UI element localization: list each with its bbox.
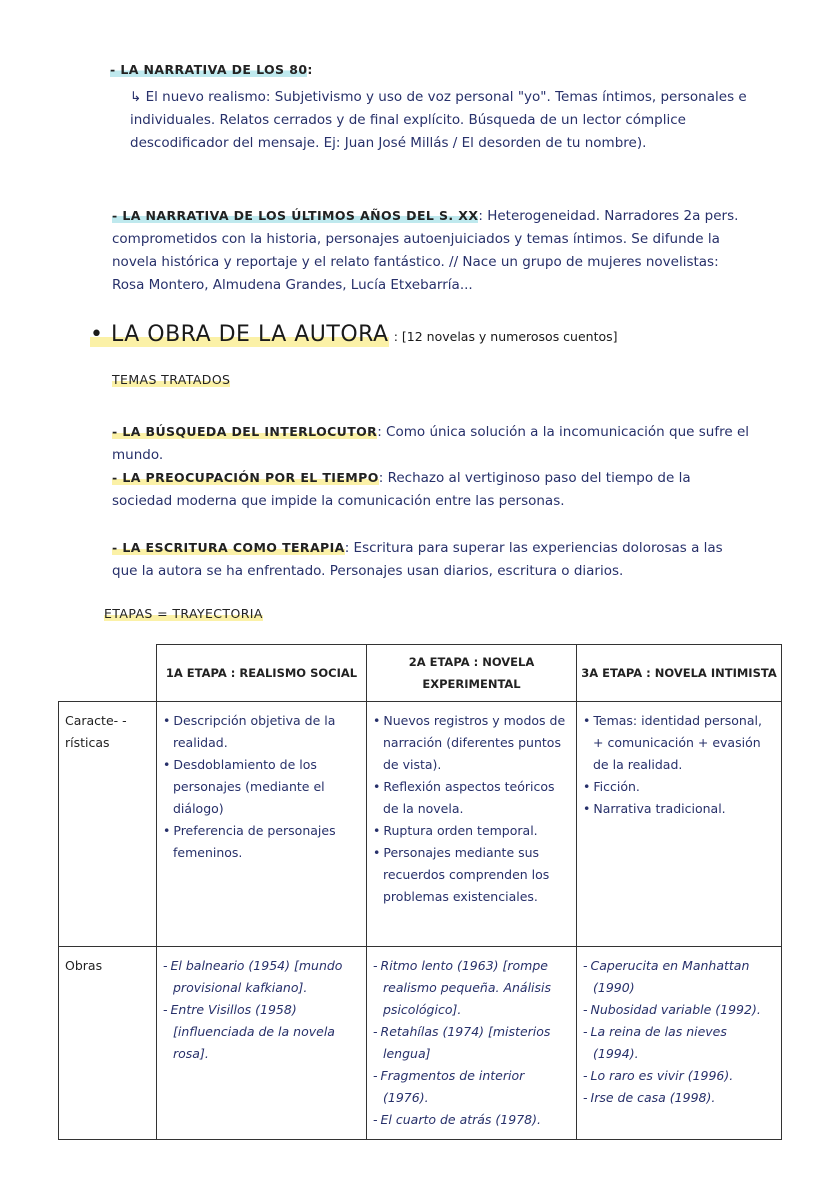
list-item: • Nuevos registros y modos de narración (diferentes puntos de vista). bbox=[373, 710, 570, 776]
list-item: • Desdoblamiento de los personajes (mediante el diálogo) bbox=[163, 754, 360, 820]
cell-caract-etapa-1 bbox=[157, 702, 367, 947]
cell-caract-etapa-2 bbox=[367, 702, 577, 947]
tema-item-interlocutor: - LA BÚSQUEDA DEL INTERLOCUTOR: Como única solución a la incomunicación que sufre el mundo. bbox=[112, 424, 750, 463]
etapas-label: ETAPAS = TRAYECTORIA bbox=[104, 606, 263, 621]
list-item: - Ritmo lento (1963) [rompe realismo pequeña. Análisis psicológico]. bbox=[373, 955, 570, 1021]
cell-caract-etapa-3 bbox=[577, 702, 782, 947]
etapas-table bbox=[58, 644, 782, 1140]
list-item: • Ruptura orden temporal. bbox=[373, 820, 570, 842]
list-item: • Ficción. bbox=[583, 776, 775, 798]
ultimos-anos-text: : Heterogeneidad. Narradores 2a pers. comprometidos con la historia, personajes autoenjuiciados y temas íntimos. Se difunde la novela histórica y reportaje y el relato fantástico. // Nace un grupo de mujeres novelistas: Rosa Montero, Almudena Grandes, Lucía Etxebarría... bbox=[112, 208, 739, 293]
cell-obras-etapa-1 bbox=[157, 947, 367, 1140]
list-item: • Reflexión aspectos teóricos de la novela. bbox=[373, 776, 570, 820]
section-80s-text bbox=[130, 86, 750, 155]
list-item: - La reina de las nieves (1994). bbox=[583, 1021, 775, 1065]
table-header-row bbox=[59, 645, 782, 702]
obra-note: : [12 novelas y numerosos cuentos] bbox=[393, 329, 618, 344]
header-etapa-3: 3A ETAPA : NOVELA INTIMISTA bbox=[577, 645, 782, 702]
obra-autora-header bbox=[90, 322, 618, 347]
header-etapa-1: 1A ETAPA : REALISMO SOCIAL bbox=[157, 645, 367, 702]
section-ultimos-anos bbox=[112, 204, 752, 297]
list-item: • Temas: identidad personal, + comunicación + evasión de la realidad. bbox=[583, 710, 775, 776]
list-item: - El cuarto de atrás (1978). bbox=[373, 1109, 570, 1131]
list-item: - Entre Visillos (1958) [influenciada de la novela rosa]. bbox=[163, 999, 360, 1065]
cell-obras-etapa-3 bbox=[577, 947, 782, 1140]
section-heading-80s: - LA NARRATIVA DE LOS 80: bbox=[110, 62, 313, 77]
list-item: • Narrativa tradicional. bbox=[583, 798, 775, 820]
obra-title: • LA OBRA DE LA AUTORA bbox=[90, 322, 389, 347]
list-item: - Nubosidad variable (1992). bbox=[583, 999, 775, 1021]
table-row bbox=[59, 702, 782, 947]
row-label-obras: Obras bbox=[59, 947, 157, 1140]
nuevo-realismo-label: ↳ El nuevo realismo bbox=[130, 89, 266, 105]
row-label-caracteristicas: Caracte- -rísticas bbox=[59, 702, 157, 947]
list-item: • Descripción objetiva de la realidad. bbox=[163, 710, 360, 754]
nuevo-realismo-text: : Subjetivismo y uso de voz personal "yo". Temas íntimos, personales e individuales. Relatos cerrados y de final explícito. Búsqueda de un lector cómplice descodificador del mensaje. Ej: Juan José Millás / El desorden de tu nombre). bbox=[130, 89, 747, 151]
list-item: - Retahílas (1974) [misterios lengua] bbox=[373, 1021, 570, 1065]
temas-label: TEMAS TRATADOS bbox=[112, 372, 231, 387]
heading-text: - LA NARRATIVA DE LOS 80 bbox=[110, 62, 308, 77]
list-item: - Lo raro es vivir (1996). bbox=[583, 1065, 775, 1087]
cell-obras-etapa-2 bbox=[367, 947, 577, 1140]
tema-item-escritura: - LA ESCRITURA COMO TERAPIA: Escritura para superar las experiencias dolorosas a las que la autora se ha enfrentado. Personajes usan diarios, escritura o diarios. bbox=[112, 540, 723, 579]
heading-ultimos-anos: - LA NARRATIVA DE LOS ÚLTIMOS AÑOS DEL S. XX bbox=[112, 208, 479, 223]
list-item: - El balneario (1954) [mundo provisional kafkiano]. bbox=[163, 955, 360, 999]
list-item: - Caperucita en Manhattan (1990) bbox=[583, 955, 775, 999]
table-corner bbox=[59, 645, 157, 702]
tema-item-tiempo: - LA PREOCUPACIÓN POR EL TIEMPO: Rechazo al vertiginoso paso del tiempo de la sociedad moderna que impide la comunicación entre las personas. bbox=[112, 470, 691, 509]
list-item: - Irse de casa (1998). bbox=[583, 1087, 775, 1109]
header-etapa-2: 2A ETAPA : NOVELA EXPERIMENTAL bbox=[367, 645, 577, 702]
list-item: • Personajes mediante sus recuerdos comprenden los problemas existenciales. bbox=[373, 842, 570, 908]
list-item: - Fragmentos de interior (1976). bbox=[373, 1065, 570, 1109]
list-item: • Preferencia de personajes femeninos. bbox=[163, 820, 360, 864]
table-row bbox=[59, 947, 782, 1140]
